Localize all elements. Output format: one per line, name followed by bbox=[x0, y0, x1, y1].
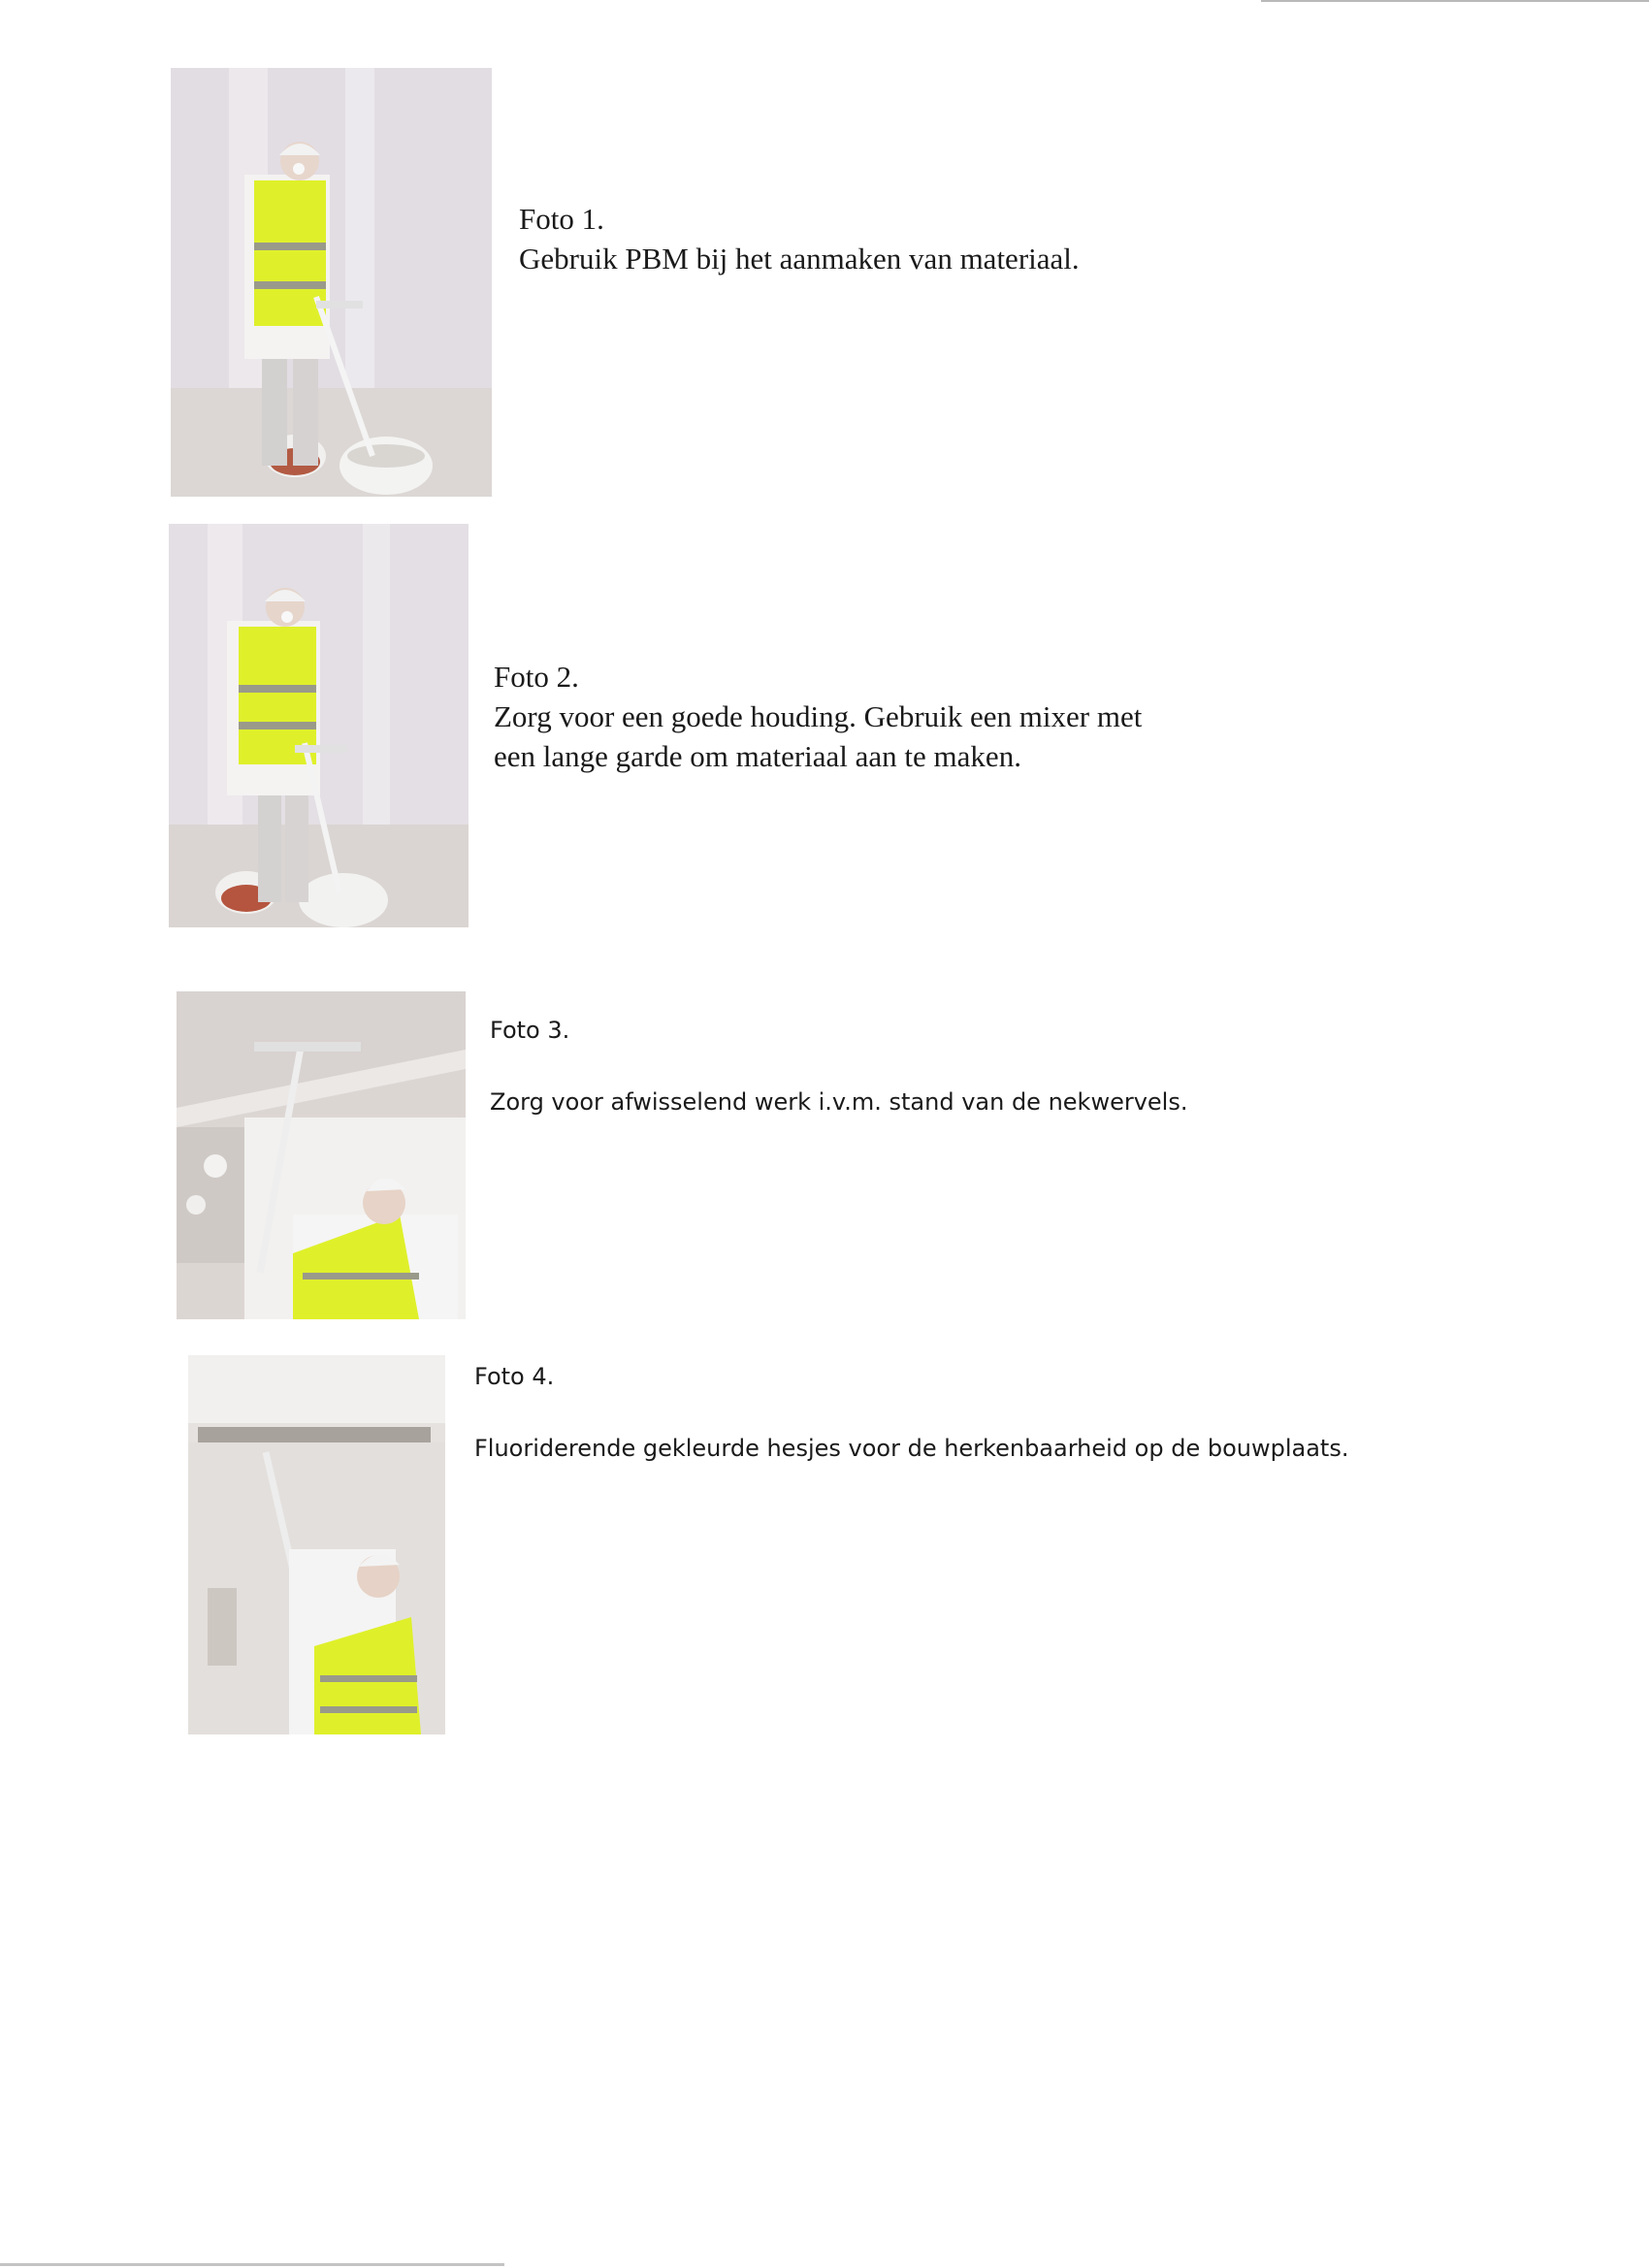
caption-2-title: Foto 2. bbox=[494, 660, 579, 694]
caption-3-title: Foto 3. bbox=[490, 1017, 570, 1044]
caption-3 bbox=[490, 1016, 1187, 1117]
caption-4-title: Foto 4. bbox=[474, 1363, 555, 1390]
caption-3-text: Zorg voor afwisselend werk i.v.m. stand van de nekwervels. bbox=[490, 1088, 1188, 1116]
photo-2-worker-posture bbox=[169, 524, 469, 927]
photo-3-worker-ceiling bbox=[177, 991, 466, 1319]
caption-4-text: Fluoriderende gekleurde hesjes voor de herkenbaarheid op de bouwplaats. bbox=[474, 1435, 1349, 1462]
caption-2 bbox=[494, 657, 1142, 776]
caption-1 bbox=[519, 199, 1080, 278]
caption-1-text: Gebruik PBM bij het aanmaken van materiaal. bbox=[519, 242, 1080, 275]
caption-2-text-line-1: Zorg voor een goede houding. Gebruik een mixer met bbox=[494, 699, 1143, 733]
photo-4-worker-hi-vis bbox=[188, 1355, 445, 1734]
scan-edge-bottom bbox=[0, 2263, 504, 2266]
caption-1-title: Foto 1. bbox=[519, 202, 604, 236]
scan-edge-top bbox=[1261, 0, 1649, 2]
caption-4 bbox=[474, 1362, 1348, 1463]
photo-1-worker-mixing bbox=[171, 68, 492, 497]
caption-2-text-line-2: een lange garde om materiaal aan te maken. bbox=[494, 739, 1021, 773]
